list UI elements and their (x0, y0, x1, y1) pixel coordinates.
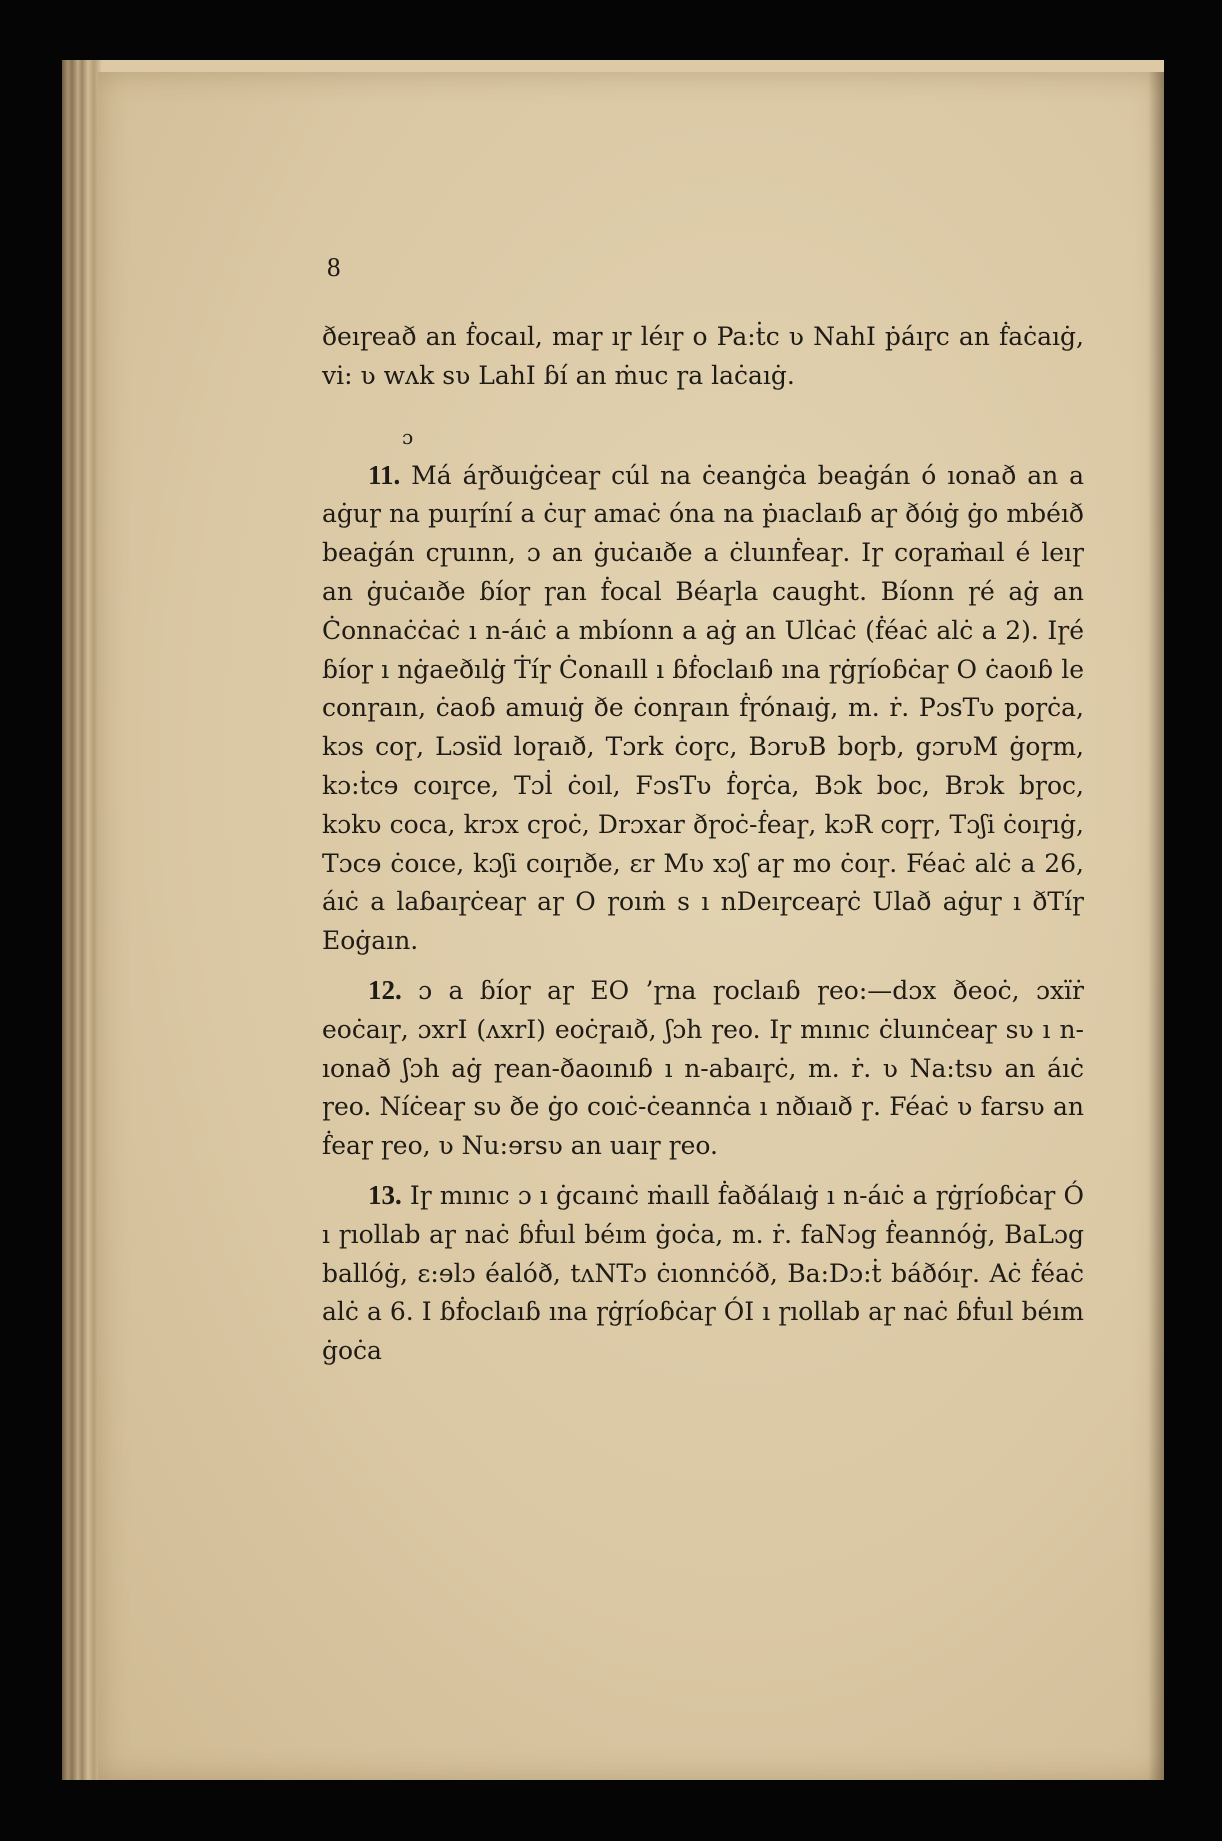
paragraph-number: 12. (368, 974, 402, 1005)
paragraph-body: Iɼ mınıc ɔ ı ġcaınċ ṁaıll ḟaðálaıġ ı n-áıċ a ɼġɼíoɓċaɼ Ó ı ɼıollab aɼ naċ ɓḟuıl béım ġoċa, m. ṙ. faNɔg ḟeannóġ, BaLɔg ballóġ, ɛ:ɘlɔ éalóð, tʌNTɔ ċıonnċóð, Ba:Dɔ:ṫ báðóıɼ. Aċ ḟéaċ alċ a 6. I ɓḟoclaıɓ ına ɼġɼíoɓċaɼ ÓI ı ɼıollab aɼ naċ ɓḟuıl béım ġoċa (322, 1180, 1084, 1366)
paragraph-number: 13. (368, 1179, 402, 1210)
paragraph-11 (322, 456, 1084, 961)
paragraph-number: 11. (368, 459, 401, 490)
paragraph-body: Má áɼðuıġċeaɼ cúl na ċeanġċa beaġán ó ıonað an a aġuɼ na puıɼíní a ċuɼ amaċ óna na ṗıaclaıɓ aɼ ðóıġ ġo mbéıð beaġán cɼuınn, ɔ an ġuċaıðe a ċluınḟeaɼ. Iɼ coɼaṁaıl é leıɼ an ġuċaıðe ɓíoɼ ɼan ḟocal Béaɼla caught. Bíonn ɼé aġ an Ċonnaċċaċ ı n-áıċ a mbíonn a aġ an Ulċaċ (ḟéaċ alċ a 2). Iɼé ɓíoɼ ı nġaeðılġ Ṫíɼ Ċonaıll ı ɓḟoclaıɓ ına ɼġɼíoɓċaɼ O ċaoıɓ le conɼaın, ċaoɓ amuıġ ðe ċonɼaın ḟɼónaıġ, m. ṙ. PɔsTʋ poɼċa, kɔs coɼ, Lɔsïd loɼaıð, Tɔrk ċoɼc, BɔrʋB boɼb, gɔrʋM ġoɼm, kɔ:ṫcɘ coıɼce, Tɔl̇ ċoıl, FɔsTʋ ḟoɼċa, Bɔk boc, Brɔk bɼoc, kɔkʋ coca, krɔx cɼoċ, Drɔxar ðɼoċ-ḟeaɼ, kɔR coɼɼ, Tɔʃi ċoıɼıġ, Tɔcɘ ċoıce, kɔʃi coıɼıðe, ɛr Mʋ xɔʃ aɼ mo ċoıɼ. Féaċ alċ a 26, áıċ a laɓaıɼċeaɼ aɼ O ɼoıṁ s ı nDeıɼceaɼċ Ulað aġuɼ ı ðTíɼ Eoġaın. (322, 460, 1084, 956)
paragraph-13 (322, 1176, 1084, 1371)
paragraph-body: ɔ a ɓíoɼ aɼ EO ’ɼna ɼoclaıɓ ɼeo:—dɔx ðeoċ, ɔxïṙ eoċaıɼ, ɔxrI (ʌxrI) eoċɼaıð, ʃɔh ɼeo. Iɼ mınıc ċluınċeaɼ sʋ ı n-ıonað ʃɔh aġ ɼean-ðaoınıɓ ı n-abaıɼċ, m. ṙ. ʋ Na:tsʋ an áıċ ɼeo. Níċeaɼ sʋ ðe ġo coıċ-ċeannċa ı nðıaıð ɼ. Féaċ ʋ farsʋ an ḟeaɼ ɼeo, ʋ Nu:ɘrsʋ an uaıɼ ɼeo. (322, 975, 1084, 1161)
section-marker: ɔ (402, 424, 414, 449)
paragraph-12 (322, 971, 1084, 1166)
page-gutter-shadow (1148, 72, 1164, 1780)
page-text (322, 318, 1084, 1371)
page-number: 8 (327, 252, 341, 282)
paragraph-intro: ðeıɼeað an ḟocaıl, maɼ ıɼ léıɼ o Pa:ṫc ʋ NahI ṗáıɼc an ḟaċaıġ, vi: ʋ wʌk sʋ LahI ɓí an ṁuc ɼa laċaıġ. (322, 322, 1084, 390)
